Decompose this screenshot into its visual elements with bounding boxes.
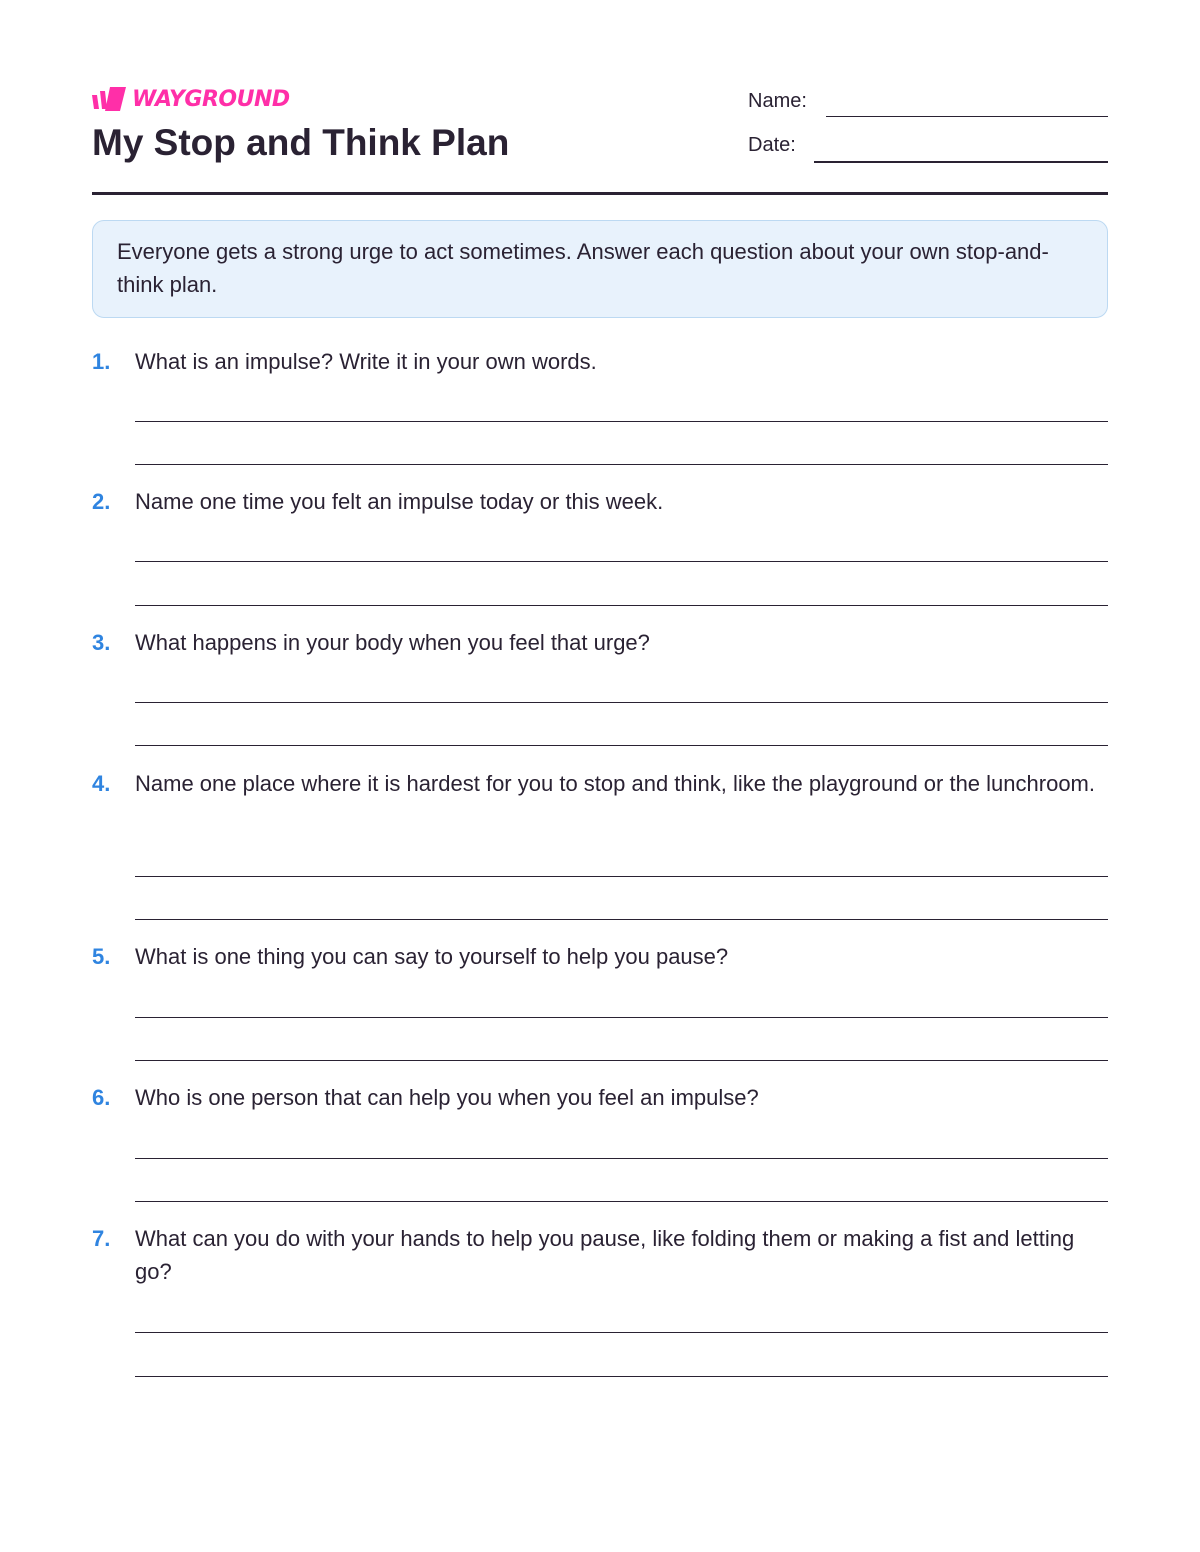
answer-line[interactable] [135, 605, 1108, 606]
date-label: Date: [748, 134, 796, 156]
answer-line[interactable] [135, 1332, 1108, 1333]
question-text: What is one thing you can say to yourself to help you pause? [135, 944, 729, 969]
answer-line[interactable] [135, 1017, 1108, 1018]
name-label: Name: [748, 90, 807, 112]
answer-line[interactable] [135, 561, 1108, 562]
header-divider [92, 192, 1108, 195]
question-text: What can you do with your hands to help you pause, like folding them or making a fist and letting go? [135, 1226, 1075, 1284]
question-number: 6. [92, 1085, 111, 1110]
question-number: 7. [92, 1226, 111, 1251]
brand-name: WAYGROUND [132, 86, 290, 112]
question-number: 5. [92, 944, 111, 969]
instructions-box [92, 220, 1108, 318]
question-text: Name one time you felt an impulse today or this week. [135, 489, 664, 514]
answer-line[interactable] [135, 464, 1108, 465]
question-text: Name one place where it is hardest for you to stop and think, like the playground or the lunchroom. [135, 771, 1095, 796]
question-text: Who is one person that can help you when you feel an impulse? [135, 1085, 759, 1110]
answer-line[interactable] [135, 876, 1108, 877]
answer-line[interactable] [135, 919, 1108, 920]
brand-logo [92, 86, 290, 112]
name-field[interactable] [826, 116, 1108, 117]
answer-line[interactable] [135, 1060, 1108, 1061]
answer-line[interactable] [135, 1158, 1108, 1159]
date-field[interactable] [814, 161, 1108, 163]
answer-line[interactable] [135, 702, 1108, 703]
page-title: My Stop and Think Plan [92, 122, 510, 163]
answer-line[interactable] [135, 1201, 1108, 1202]
question-number: 3. [92, 630, 111, 655]
answer-line[interactable] [135, 1376, 1108, 1377]
question-number: 2. [92, 489, 111, 514]
question-number: 4. [92, 771, 111, 796]
question-text: What is an impulse? Write it in your own words. [135, 349, 597, 374]
question-text: What happens in your body when you feel that urge? [135, 630, 650, 655]
answer-line[interactable] [135, 745, 1108, 746]
wayground-logo-icon [92, 87, 126, 111]
question-number: 1. [92, 349, 111, 374]
answer-line[interactable] [135, 421, 1108, 422]
instructions-text: Everyone gets a strong urge to act sometimes. Answer each question about your own stop-and-think plan. [117, 239, 1049, 297]
